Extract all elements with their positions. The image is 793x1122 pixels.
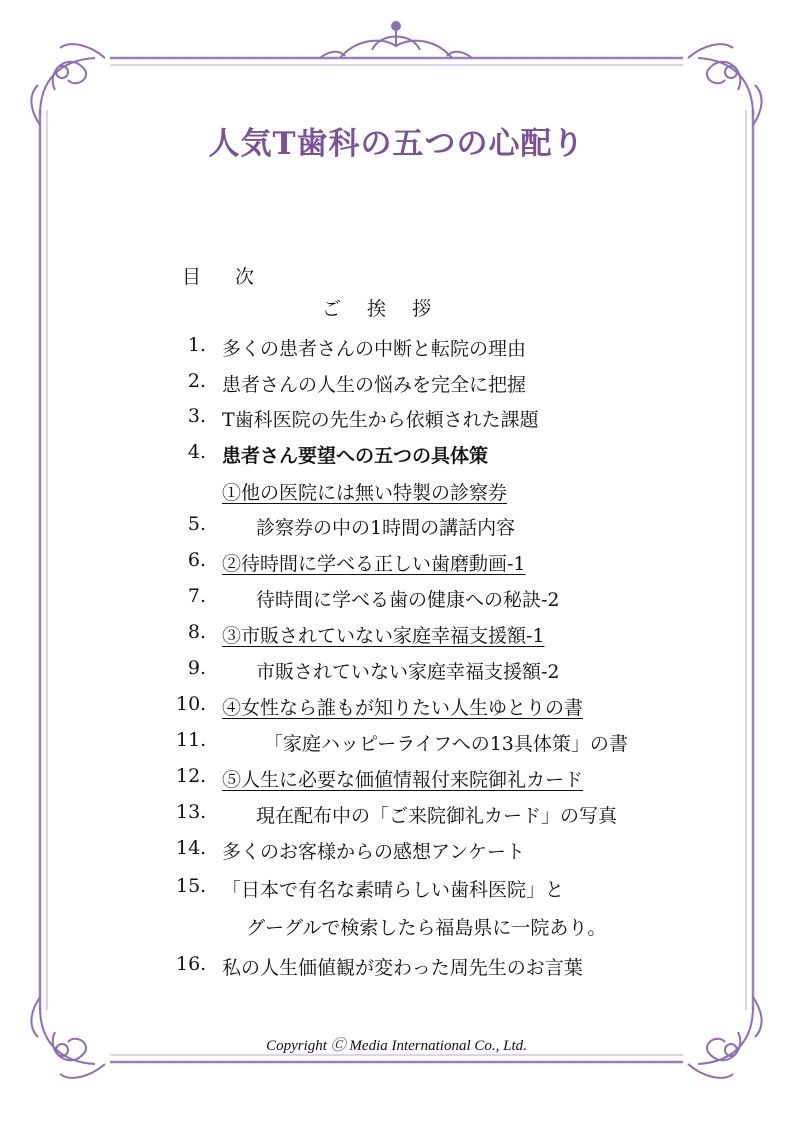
corner-ornament-top-right <box>688 44 762 125</box>
toc-entry-text: ②待時間に学べる正しい歯磨動画-1 <box>222 553 526 575</box>
toc-heading: 目 次 <box>182 266 269 288</box>
toc-entry-text: 私の人生価値観が変わった周先生のお言葉 <box>222 957 583 979</box>
toc-entry-number: 1. <box>187 334 206 356</box>
toc-entry-text: 多くの患者さんの中断と転院の理由 <box>222 338 527 360</box>
toc-entry-number: 16. <box>176 953 207 975</box>
toc-entry-text: ⑤人生に必要な価値情報付来院御礼カード <box>222 769 584 791</box>
top-center-crest <box>320 22 472 58</box>
toc-entry-text: 患者さんの人生の悩みを完全に把握 <box>222 374 527 396</box>
toc-entry-number: 4. <box>187 441 206 463</box>
toc-entry-text: 市販されていない家庭幸福支援額-2 <box>256 661 560 683</box>
toc-entry-text: ①他の医院には無い特製の診察券 <box>222 482 508 504</box>
toc-entry-number: 11. <box>176 729 207 751</box>
page-title: 人気T歯科の五つの心配り <box>208 126 585 162</box>
toc-entry-text: 患者さん要望への五つの具体策 <box>222 445 489 467</box>
copyright-footer: Copyright Ⓒ Media International Co., Ltd. <box>266 1038 527 1054</box>
toc-entry-text: グーグルで検索したら福島県に一院あり。 <box>246 917 607 939</box>
toc-entry-number: 6. <box>187 549 206 571</box>
toc-entry-number: 8. <box>187 621 206 643</box>
toc-entry-number: 5. <box>187 513 206 535</box>
toc-entry-text: 待時間に学べる歯の健康への秘訣-2 <box>256 589 560 611</box>
toc-entry-text: T歯科医院の先生から依頼された課題 <box>222 409 539 431</box>
toc-entry-number: 7. <box>187 585 206 607</box>
toc-entry-text: 「家庭ハッピーライフへの13具体策」の書 <box>264 733 628 755</box>
toc-entry-text: ③市販されていない家庭幸福支援額-1 <box>222 625 545 647</box>
toc-entry-number: 14. <box>176 837 207 859</box>
toc-entry-text: 多くのお客様からの感想アンケート <box>222 841 525 863</box>
toc-entry-number: 12. <box>176 765 207 787</box>
toc-entry-text: 診察券の中の1時間の講話内容 <box>256 517 516 539</box>
toc-entry-number: 3. <box>187 405 206 427</box>
toc-entry-number: 13. <box>176 801 207 823</box>
corner-ornament-top-left <box>31 44 105 125</box>
toc-entry-text: ④女性なら誰もが知りたい人生ゆとりの書 <box>222 697 584 719</box>
toc-entry-number: 10. <box>176 693 207 715</box>
toc-entry-number: 9. <box>187 657 206 679</box>
toc-entry-text: 「日本で有名な素晴らしい歯科医院」と <box>222 879 565 901</box>
toc-entry-text: 現在配布中の「ご来院御礼カード」の写真 <box>256 805 618 827</box>
toc-entry-number: 2. <box>187 370 206 392</box>
toc-entry-number: 15. <box>176 875 207 897</box>
greeting-entry: ご 挨 拶 <box>322 298 442 320</box>
